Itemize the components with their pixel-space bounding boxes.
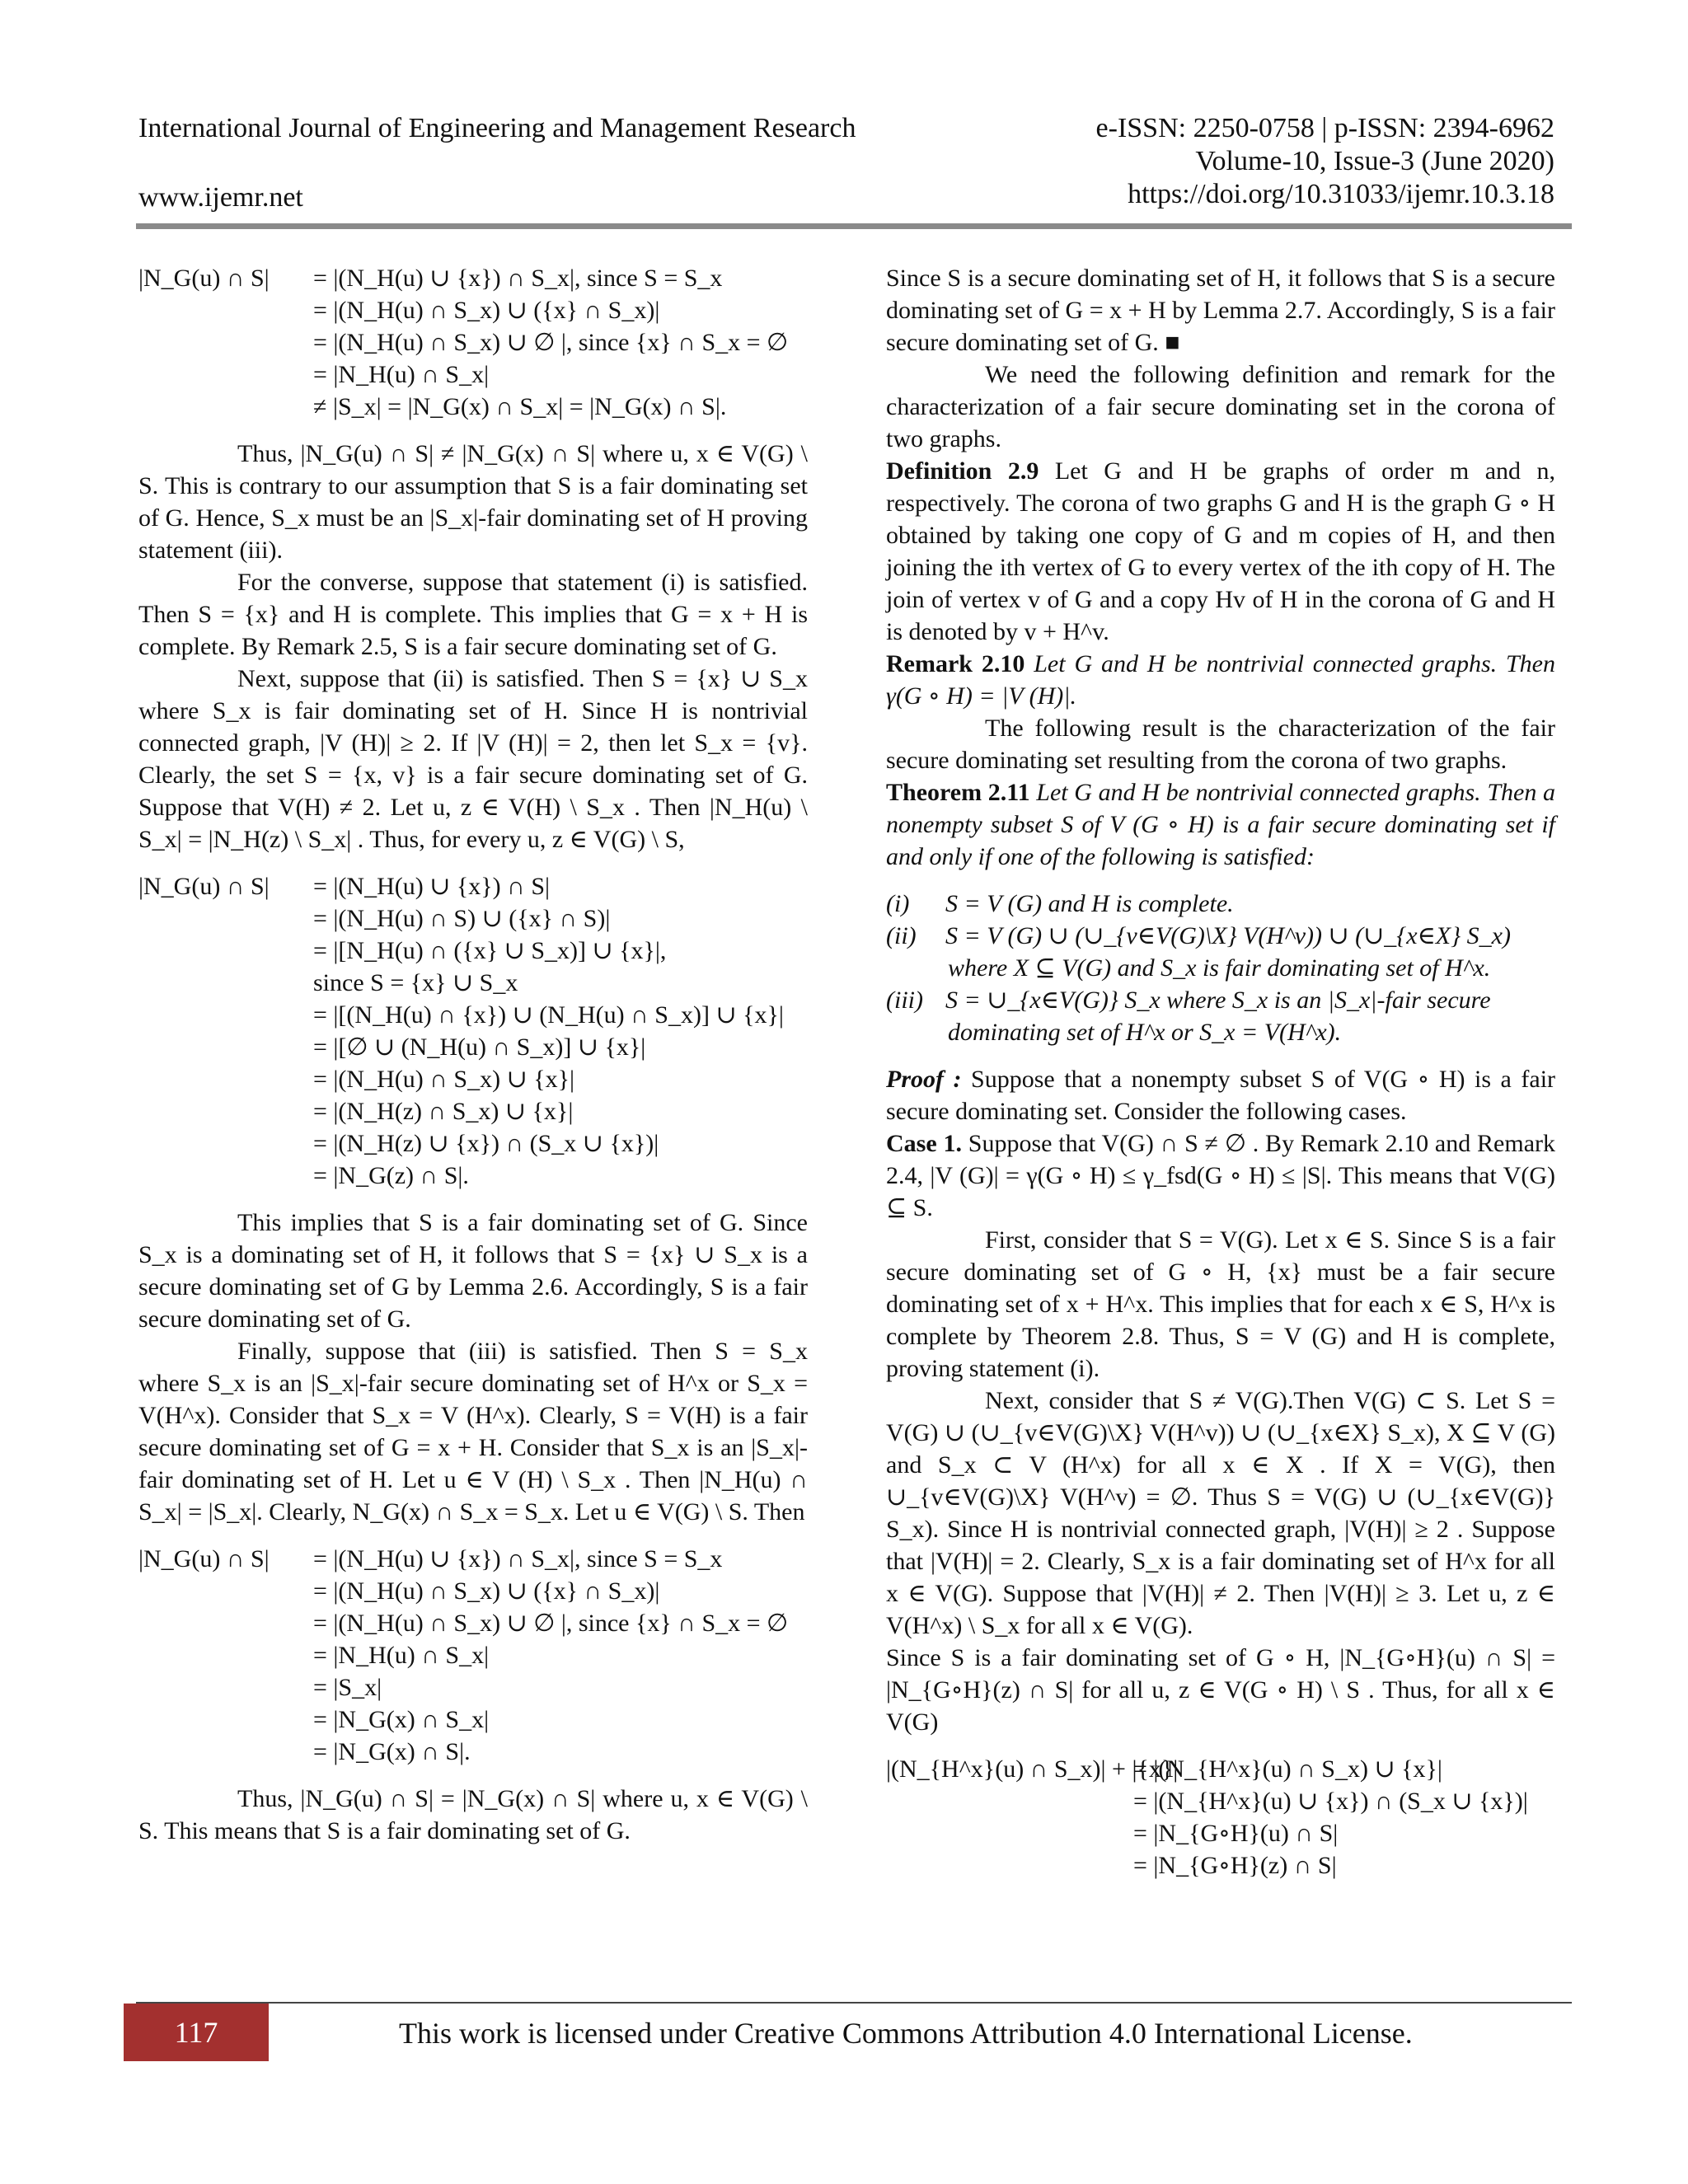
equation-rhs: ≠ |S_x| = |N_G(x) ∩ S_x| = |N_G(x) ∩ S|. — [313, 393, 727, 420]
case-1 — [886, 1127, 1555, 1224]
equation-lhs — [886, 1817, 1133, 1849]
paragraph: Thus, |N_G(u) ∩ S| ≠ |N_G(x) ∩ S| where u, x ∈ V(G) \ S. This is contrary to our assumption that S is a fair dominating set of G. Hence, S_x must be an |S_x|-fair dominating set of H proving statement (iii). — [138, 440, 808, 564]
proof-text: Suppose that a nonempty subset S of V(G ∘ H) is a fair secure dominating set. Consider the following cases. — [886, 1066, 1556, 1125]
equation-lhs: |N_G(u) ∩ S| — [138, 873, 270, 900]
equation-lhs — [138, 1127, 313, 1160]
equation-rhs: since S = {x} ∪ S_x — [313, 969, 518, 996]
equation-lhs — [138, 935, 313, 967]
paragraph: Finally, suppose that (iii) is satisfied. Then S = S_x where S_x is an |S_x|-fair secure dominating set of H^x or S_x = V(H^x). Consider that S_x = V (H^x). Clearly, S = V(H) is a fair secure dominating set of G = x + H. Consider that S_x is an |S_x|-fair dominating set of H. Let u ∈ V (H) \ S_x . Then |N_H(u) ∩ S_x| = |S_x|. Clearly, N_G(x) ∩ S_x = S_x. Let u ∈ V(G) \ S. Then — [138, 1338, 808, 1526]
definition-2-9 — [886, 455, 1555, 648]
equation-rhs: = |(N_H(u) ∪ {x}) ∩ S| — [313, 873, 551, 900]
equation-block-4 — [886, 1753, 1555, 1882]
paragraph: We need the following definition and remark for the characterization of a fair secure dominating set in the corona of two graphs. — [886, 361, 1555, 452]
paragraph: This implies that S is a fair dominating set of G. Since S_x is a dominating set of H, it follows that S = {x} ∪ S_x is a secure dominating set of G by Lemma 2.6. Accordingly, S is a fair secure dominating set of G. — [138, 1209, 808, 1333]
equation-line — [886, 1817, 1555, 1849]
definition-text: Let G and H be graphs of order m and n, respectively. The corona of two graphs G and H is the graph G ∘ H obtained by taking one copy of G and m copies of H, and then joining the ith vertex of G to every vertex of the ith copy of H. The join of vertex v of G and a copy Hv of H in the corona of G and H is denoted by v + H^v. — [886, 457, 1555, 645]
equation-rhs: = |(N_H(u) ∩ S_x) ∪ ({x} ∩ S_x)| — [313, 297, 660, 324]
equation-line — [138, 1543, 808, 1575]
equation-lhs — [886, 1785, 1133, 1817]
condition-number: (i) — [886, 890, 910, 917]
paragraph: First, consider that S = V(G). Let x ∈ S. Since S is a fair secure dominating set of G ∘ H, {x} must be a fair secure dominating set of x + H^x. This implies that for each x ∈ S, H^x is complete by Theorem 2.8. Thus, S = V (G) and H is complete, proving statement (i). — [886, 1226, 1555, 1382]
equation-line — [138, 1160, 808, 1192]
equation-line — [138, 902, 808, 935]
condition-item — [886, 984, 1555, 1016]
equation-lhs: |N_G(u) ∩ S| — [138, 1545, 270, 1572]
equation-lhs — [138, 1736, 313, 1768]
theorem-text: Let G and H be nontrivial connected graphs. Then a nonempty subset S of V (G ∘ H) is a fair secure dominating set if and only if one of the following is satisfied: — [886, 779, 1556, 870]
equation-line — [138, 999, 808, 1031]
header-rule — [136, 223, 1572, 229]
volume-line: Volume-10, Issue-3 (June 2020) — [1195, 146, 1554, 176]
equation-rhs: = |S_x| — [313, 1674, 382, 1701]
paragraph: Since S is a secure dominating set of H, it follows that S is a secure dominating set of G = x + H by Lemma 2.7. Accordingly, S is a fair secure dominating set of G. ■ — [886, 265, 1555, 356]
equation-line — [138, 326, 808, 359]
equation-lhs — [138, 1607, 313, 1639]
equation-line — [138, 967, 808, 999]
equation-line — [138, 1736, 808, 1768]
equation-line — [138, 391, 808, 423]
case-text: Suppose that V(G) ∩ S ≠ ∅ . By Remark 2.10 and Remark 2.4, |V (G)| = γ(G ∘ H) ≤ γ_fsd(G ∘ H) ≤ |S|. This means that V(G) ⊆ S. — [886, 1130, 1556, 1221]
equation-line — [138, 1127, 808, 1160]
condition-item — [886, 952, 1555, 984]
equation-line — [138, 870, 808, 902]
equation-line — [138, 262, 808, 294]
equation-lhs — [138, 967, 313, 999]
condition-text: dominating set of H^x or S_x = V(H^x). — [948, 1019, 1342, 1046]
equation-rhs: = |(N_H(u) ∩ S_x) ∪ ({x} ∩ S_x)| — [313, 1577, 660, 1605]
equation-lhs — [886, 1849, 1133, 1882]
condition-text: where X ⊆ V(G) and S_x is fair dominating set of H^x. — [948, 954, 1491, 982]
equation-line — [138, 1607, 808, 1639]
equation-block-2 — [138, 870, 808, 1192]
equation-line — [138, 1704, 808, 1736]
equation-rhs: = |[N_H(u) ∩ ({x} ∪ S_x)] ∪ {x}|, — [313, 937, 667, 964]
remark-label: Remark 2.10 — [886, 650, 1025, 677]
equation-line — [138, 359, 808, 391]
paragraph: For the converse, suppose that statement (i) is satisfied. Then S = {x} and H is complete. This implies that G = x + H is complete. By Remark 2.5, S is a fair secure dominating set of G. — [138, 569, 808, 660]
equation-rhs: = |N_{G∘H}(u) ∩ S| — [1133, 1820, 1339, 1847]
equation-rhs: = |(N_H(u) ∪ {x}) ∩ S_x|, since S = S_x — [313, 1545, 723, 1572]
equation-rhs: = |(N_H(z) ∪ {x}) ∩ (S_x ∪ {x})| — [313, 1130, 659, 1157]
theorem-2-11 — [886, 776, 1555, 873]
equation-lhs — [138, 1031, 313, 1063]
equation-lhs — [138, 326, 313, 359]
condition-text: S = ∪_{x∈V(G)} S_x where S_x is an |S_x|-fair secure — [945, 987, 1491, 1014]
condition-text: S = V (G) ∪ (∪_{v∈V(G)\X} V(H^v)) ∪ (∪_{x∈X} S_x) — [945, 922, 1511, 949]
equation-lhs — [138, 1095, 313, 1127]
equation-lhs — [138, 1160, 313, 1192]
paragraph: Thus, |N_G(u) ∩ S| = |N_G(x) ∩ S| where u, x ∈ V(G) \ S. This means that S is a fair dominating set of G. — [138, 1785, 808, 1844]
footer-rule — [136, 2002, 1572, 2004]
doi-line: https://doi.org/10.31033/ijemr.10.3.18 — [1128, 179, 1554, 209]
paragraph: Since S is a fair dominating set of G ∘ H, |N_{G∘H}(u) ∩ S| = |N_{G∘H}(z) ∩ S| for all u, z ∈ V(G ∘ H) \ S . Thus, for all x ∈ V(G) — [886, 1644, 1555, 1736]
theorem-conditions-list — [886, 888, 1555, 1048]
equation-line — [138, 1575, 808, 1607]
equation-lhs: |N_G(u) ∩ S| — [138, 265, 270, 292]
right-column — [886, 262, 1555, 1882]
condition-text: S = V (G) and H is complete. — [945, 890, 1234, 917]
equation-lhs — [138, 1639, 313, 1671]
journal-meta — [1096, 112, 1554, 211]
equation-rhs: = |N_{G∘H}(z) ∩ S| — [1133, 1852, 1337, 1879]
equation-block-1 — [138, 262, 808, 423]
equation-lhs — [138, 1063, 313, 1095]
journal-title: International Journal of Engineering and Management Research — [138, 113, 856, 143]
equation-lhs — [138, 1575, 313, 1607]
proof-label: Proof : — [886, 1066, 962, 1093]
equation-rhs: = |[∅ ∪ (N_H(u) ∩ S_x)] ∪ {x}| — [313, 1033, 646, 1061]
paragraph: Next, suppose that (ii) is satisfied. Then S = {x} ∪ S_x where S_x is fair dominating set of H. Since H is nontrivial connected graph, |V (H)| ≥ 2. If |V (H)| = 2, then let S_x = {v}. Clearly, the set S = {x, v} is a fair secure dominating set of G. Suppose that V(H) ≠ 2. Let u, z ∈ V(H) \ S_x . Then |N_H(u) \ S_x| = |N_H(z) \ S_x| . Thus, for every u, z ∈ V(G) \ S, — [138, 665, 808, 853]
equation-lhs — [138, 391, 313, 423]
equation-block-3 — [138, 1543, 808, 1768]
equation-rhs: = |N_H(u) ∩ S_x| — [313, 361, 490, 388]
condition-item — [886, 1016, 1555, 1048]
equation-line — [886, 1753, 1555, 1785]
case-label: Case 1. — [886, 1130, 962, 1157]
definition-label: Definition 2.9 — [886, 457, 1039, 485]
equation-rhs: = |(N_H(z) ∩ S_x) ∪ {x}| — [313, 1098, 574, 1125]
paragraph: The following result is the characterization of the fair secure dominating set resulting from the corona of two graphs. — [886, 715, 1555, 774]
equation-lhs — [138, 359, 313, 391]
equation-line — [138, 1063, 808, 1095]
left-column — [138, 262, 808, 1847]
journal-website: www.ijemr.net — [138, 182, 303, 213]
equation-rhs: = |N_G(x) ∩ S_x| — [313, 1706, 490, 1733]
equation-lhs — [138, 902, 313, 935]
remark-text: Let G and H be nontrivial connected graphs. Then γ(G ∘ H) = |V (H)|. — [886, 650, 1555, 710]
condition-number: (iii) — [886, 987, 923, 1014]
equation-lhs — [138, 999, 313, 1031]
equation-line — [138, 1671, 808, 1704]
equation-line — [138, 294, 808, 326]
paragraph: Next, consider that S ≠ V(G).Then V(G) ⊂ S. Let S = V(G) ∪ (∪_{v∈V(G)\X} V(H^v)) ∪ (∪_{x∈X} S_x), X ⊆ V (G) and S_x ⊂ V (H^x) for all x ∈ X . If X = V(G), then ∪_{v∈V(G)\X} V(H^v) = ∅. Thus S = V(G) ∪ (∪_{x∈V(G)} S_x). Since H is nontrivial connected graph, |V(H)| ≥ 2 . Suppose that |V(H)| = 2. Clearly, S_x is a fair dominating set of H^x for all x ∈ V(G). Suppose that |V(H)| ≠ 2. Then |V(H)| ≥ 3. Let u, z ∈ V(H^x) \ S_x for all x ∈ V(G). — [886, 1387, 1555, 1639]
equation-rhs: = |(N_{H^x}(u) ∪ {x}) ∩ (S_x ∪ {x})| — [1133, 1788, 1528, 1815]
equation-rhs: = |(N_{H^x}(u) ∩ S_x) ∪ {x}| — [1133, 1755, 1442, 1783]
equation-rhs: = |N_G(z) ∩ S|. — [313, 1162, 469, 1189]
equation-rhs: = |N_G(x) ∩ S|. — [313, 1738, 471, 1765]
remark-2-10 — [886, 648, 1555, 712]
equation-rhs: = |N_H(u) ∩ S_x| — [313, 1642, 490, 1669]
equation-line — [138, 1095, 808, 1127]
equation-lhs — [138, 294, 313, 326]
equation-rhs: = |[(N_H(u) ∩ {x}) ∪ (N_H(u) ∩ S_x)] ∪ {x}| — [313, 1001, 784, 1029]
condition-item — [886, 920, 1555, 952]
equation-line — [138, 935, 808, 967]
condition-number: (ii) — [886, 922, 917, 949]
license-notice: This work is licensed under Creative Commons Attribution 4.0 International License. — [399, 2017, 1413, 2050]
equation-lhs — [138, 1671, 313, 1704]
equation-line — [886, 1785, 1555, 1817]
equation-rhs: = |(N_H(u) ∩ S_x) ∪ ∅ |, since {x} ∩ S_x = ∅ — [313, 1610, 789, 1637]
equation-rhs: = |(N_H(u) ∩ S) ∪ ({x} ∩ S)| — [313, 905, 611, 932]
equation-line — [138, 1639, 808, 1671]
equation-rhs: = |(N_H(u) ∩ S_x) ∪ ∅ |, since {x} ∩ S_x = ∅ — [313, 329, 789, 356]
page-number: 117 — [124, 2004, 269, 2061]
equation-lhs — [138, 1704, 313, 1736]
proof — [886, 1063, 1555, 1127]
theorem-label: Theorem 2.11 — [886, 779, 1030, 806]
condition-item — [886, 888, 1555, 920]
equation-rhs: = |(N_H(u) ∩ S_x) ∪ {x}| — [313, 1066, 575, 1093]
equation-line — [138, 1031, 808, 1063]
equation-line — [886, 1849, 1555, 1882]
equation-lhs: |(N_{H^x}(u) ∩ S_x)| + |{x}| — [886, 1755, 1179, 1783]
equation-rhs: = |(N_H(u) ∪ {x}) ∩ S_x|, since S = S_x — [313, 265, 723, 292]
issn-line: e-ISSN: 2250-0758 | p-ISSN: 2394-6962 — [1095, 113, 1554, 143]
